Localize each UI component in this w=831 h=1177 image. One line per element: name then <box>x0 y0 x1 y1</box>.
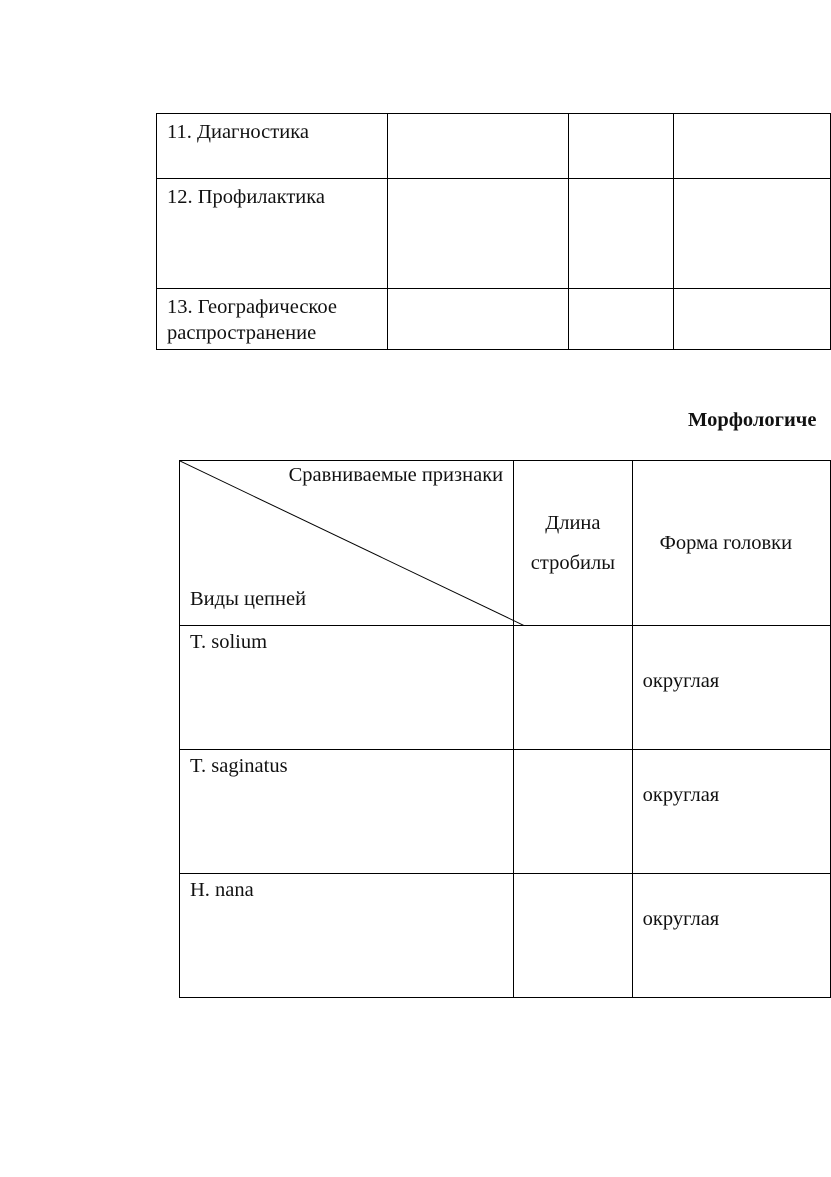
table-row <box>157 114 831 179</box>
table-cell <box>674 114 831 179</box>
table-cell <box>387 289 568 350</box>
table-cell <box>568 114 673 179</box>
head-shape-value: округлая <box>632 874 830 998</box>
table-cell <box>387 179 568 289</box>
species-name: T. saginatus <box>180 750 514 874</box>
column-header-head-shape: Форма головки <box>632 461 830 626</box>
table-cell <box>674 179 831 289</box>
table-cell <box>674 289 831 350</box>
table-header-row <box>180 461 831 626</box>
table-cell <box>514 874 633 998</box>
parasite-characteristics-table <box>156 113 831 350</box>
table-row <box>180 750 831 874</box>
table-row <box>180 626 831 750</box>
compared-features-label: Сравниваемые признаки <box>288 464 504 486</box>
column-header-strobila-length: Длина стробилы <box>514 461 633 626</box>
table-cell <box>514 626 633 750</box>
row-label-geography: 13. Географическое распространение <box>157 289 388 350</box>
table-row <box>157 289 831 350</box>
table-cell <box>568 179 673 289</box>
table-cell <box>387 114 568 179</box>
tapeworm-comparison-table <box>179 460 831 998</box>
tapeworm-species-label: Виды цепней <box>190 588 307 610</box>
head-shape-value: округлая <box>632 626 830 750</box>
diagonal-header-cell <box>180 461 514 626</box>
row-label-prevention: 12. Профилактика <box>157 179 388 289</box>
table-cell <box>568 289 673 350</box>
species-name: H. nana <box>180 874 514 998</box>
table-row <box>157 179 831 289</box>
species-name: T. solium <box>180 626 514 750</box>
table-row <box>180 874 831 998</box>
table-cell <box>514 750 633 874</box>
section-heading: Морфологиче <box>688 409 817 431</box>
head-shape-value: округлая <box>632 750 830 874</box>
row-label-diagnostics: 11. Диагностика <box>157 114 388 179</box>
